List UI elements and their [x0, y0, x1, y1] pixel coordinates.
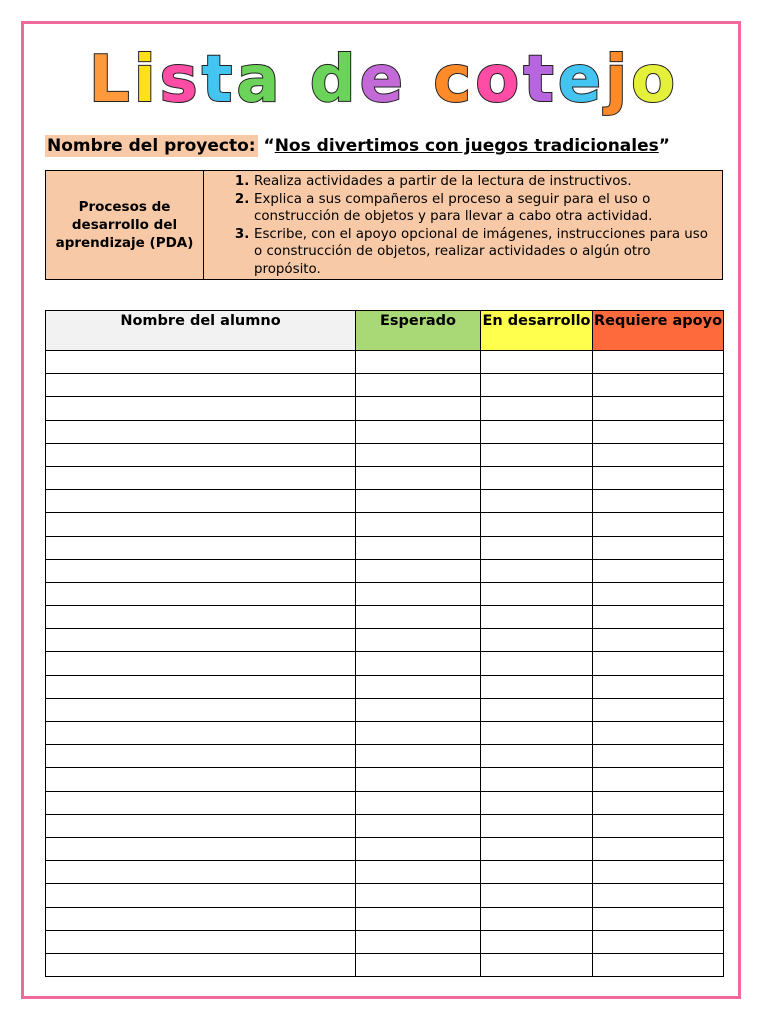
table-row — [46, 420, 724, 443]
table-cell[interactable] — [593, 420, 724, 443]
table-row — [46, 861, 724, 884]
table-cell[interactable] — [481, 884, 593, 907]
table-cell[interactable] — [46, 652, 356, 675]
table-row — [46, 351, 724, 374]
table-cell[interactable] — [593, 814, 724, 837]
table-cell[interactable] — [46, 953, 356, 976]
table-cell[interactable] — [356, 466, 481, 489]
open-quote: “ — [263, 136, 275, 156]
title-letter — [407, 43, 433, 117]
project-title: Nos divertimos con juegos tradicionales — [274, 136, 659, 156]
table-row — [46, 884, 724, 907]
table-row — [46, 606, 724, 629]
table-cell[interactable] — [593, 559, 724, 582]
title-letter: i — [133, 43, 160, 117]
title-letter: e — [359, 43, 407, 117]
table-cell[interactable] — [593, 675, 724, 698]
table-cell[interactable] — [46, 814, 356, 837]
checklist-table — [45, 310, 724, 977]
title-letter: d — [309, 43, 360, 117]
table-cell[interactable] — [46, 466, 356, 489]
table-cell[interactable] — [46, 420, 356, 443]
table-cell[interactable] — [356, 559, 481, 582]
title-letter: s — [159, 43, 202, 117]
pda-item: 1. Realiza actividades a partir de la lectura de instructivos. — [254, 173, 712, 191]
pda-item: 3. Escribe, con el apoyo opcional de imágenes, instrucciones para uso o construcción de objetos, realizar actividades o algún otro propósito. — [254, 226, 712, 279]
table-cell[interactable] — [593, 629, 724, 652]
table-cell[interactable] — [481, 351, 593, 374]
table-row — [46, 559, 724, 582]
table-cell[interactable] — [593, 490, 724, 513]
pda-heading: Procesos de desarrollo del aprendizaje (PDA) — [46, 171, 204, 279]
table-cell[interactable] — [46, 698, 356, 721]
table-cell[interactable] — [46, 768, 356, 791]
title-letter: j — [605, 43, 632, 117]
table-cell[interactable] — [356, 351, 481, 374]
table-cell[interactable] — [593, 837, 724, 860]
table-cell[interactable] — [593, 443, 724, 466]
pda-list — [232, 173, 712, 278]
header-student-name: Nombre del alumno — [46, 311, 356, 351]
table-cell[interactable] — [481, 675, 593, 698]
table-cell[interactable] — [593, 768, 724, 791]
table-cell[interactable] — [46, 513, 356, 536]
table-cell[interactable] — [46, 722, 356, 745]
table-row — [46, 722, 724, 745]
table-cell[interactable] — [481, 397, 593, 420]
table-cell[interactable] — [356, 953, 481, 976]
table-cell[interactable] — [481, 791, 593, 814]
table-cell[interactable] — [593, 907, 724, 930]
table-cell[interactable] — [593, 606, 724, 629]
table-cell[interactable] — [481, 745, 593, 768]
table-cell[interactable] — [593, 791, 724, 814]
title-letter: e — [557, 43, 606, 117]
table-cell[interactable] — [593, 397, 724, 420]
table-cell[interactable] — [46, 536, 356, 559]
table-cell[interactable] — [46, 837, 356, 860]
table-row — [46, 791, 724, 814]
table-row — [46, 745, 724, 768]
title-letter: L — [88, 43, 134, 117]
page-title — [0, 40, 768, 120]
table-cell[interactable] — [356, 745, 481, 768]
table-cell[interactable] — [593, 861, 724, 884]
table-cell[interactable] — [46, 907, 356, 930]
table-cell[interactable] — [593, 536, 724, 559]
table-cell[interactable] — [356, 814, 481, 837]
table-cell[interactable] — [46, 606, 356, 629]
table-cell[interactable] — [593, 374, 724, 397]
table-cell[interactable] — [481, 814, 593, 837]
table-cell[interactable] — [46, 884, 356, 907]
table-cell[interactable] — [593, 953, 724, 976]
table-row — [46, 837, 724, 860]
project-line — [45, 136, 670, 156]
table-cell[interactable] — [46, 791, 356, 814]
table-cell[interactable] — [46, 861, 356, 884]
table-cell[interactable] — [356, 930, 481, 953]
table-cell[interactable] — [481, 953, 593, 976]
table-cell[interactable] — [46, 443, 356, 466]
title-letter: t — [201, 43, 237, 117]
table-cell[interactable] — [46, 397, 356, 420]
table-cell[interactable] — [481, 837, 593, 860]
table-cell[interactable] — [481, 420, 593, 443]
pda-list-container — [204, 171, 722, 279]
table-cell[interactable] — [481, 652, 593, 675]
table-row — [46, 652, 724, 675]
table-cell[interactable] — [46, 374, 356, 397]
table-cell[interactable] — [46, 559, 356, 582]
table-cell[interactable] — [593, 652, 724, 675]
table-cell[interactable] — [46, 351, 356, 374]
table-cell[interactable] — [481, 513, 593, 536]
project-name — [264, 136, 670, 156]
table-cell[interactable] — [356, 582, 481, 605]
title-letter — [284, 43, 310, 117]
table-cell[interactable] — [593, 582, 724, 605]
table-header-row — [46, 311, 724, 351]
table-cell[interactable] — [356, 652, 481, 675]
table-cell[interactable] — [593, 351, 724, 374]
table-cell[interactable] — [481, 907, 593, 930]
table-cell[interactable] — [593, 722, 724, 745]
table-cell[interactable] — [481, 374, 593, 397]
table-cell[interactable] — [356, 606, 481, 629]
table-cell[interactable] — [46, 582, 356, 605]
table-cell[interactable] — [356, 791, 481, 814]
table-cell[interactable] — [481, 606, 593, 629]
table-row — [46, 814, 724, 837]
table-cell[interactable] — [356, 536, 481, 559]
table-row — [46, 629, 724, 652]
table-cell[interactable] — [356, 374, 481, 397]
table-cell[interactable] — [593, 466, 724, 489]
table-cell[interactable] — [481, 466, 593, 489]
header-expected: Esperado — [356, 311, 481, 351]
table-cell[interactable] — [356, 907, 481, 930]
table-row — [46, 397, 724, 420]
table-cell[interactable] — [481, 629, 593, 652]
close-quote: ” — [658, 136, 670, 156]
table-cell[interactable] — [46, 490, 356, 513]
table-row — [46, 443, 724, 466]
table-cell[interactable] — [46, 930, 356, 953]
title-letter: t — [523, 43, 558, 117]
table-cell[interactable] — [356, 629, 481, 652]
table-row — [46, 490, 724, 513]
table-cell[interactable] — [481, 559, 593, 582]
table-row — [46, 582, 724, 605]
title-letter: a — [236, 43, 284, 117]
table-cell[interactable] — [356, 490, 481, 513]
table-cell[interactable] — [356, 884, 481, 907]
table-row — [46, 698, 724, 721]
pda-box — [45, 170, 723, 280]
table-cell[interactable] — [481, 490, 593, 513]
title-letter: o — [631, 43, 680, 117]
header-in-progress: En desarrollo — [481, 311, 593, 351]
title-letter: o — [475, 43, 524, 117]
table-row — [46, 374, 724, 397]
table-cell[interactable] — [593, 930, 724, 953]
table-cell[interactable] — [356, 443, 481, 466]
table-cell[interactable] — [46, 745, 356, 768]
table-cell[interactable] — [356, 722, 481, 745]
table-cell[interactable] — [593, 745, 724, 768]
header-needs-support: Requiere apoyo — [593, 311, 724, 351]
table-cell[interactable] — [356, 768, 481, 791]
table-row — [46, 536, 724, 559]
table-row — [46, 768, 724, 791]
table-row — [46, 466, 724, 489]
table-cell[interactable] — [593, 513, 724, 536]
table-cell[interactable] — [356, 837, 481, 860]
table-row — [46, 953, 724, 976]
table-cell[interactable] — [481, 536, 593, 559]
table-cell[interactable] — [356, 397, 481, 420]
pda-item: 2. Explica a sus compañeros el proceso a seguir para el uso o construcción de objetos y para llevar a cabo otra actividad. — [254, 191, 712, 226]
table-cell[interactable] — [481, 768, 593, 791]
table-cell[interactable] — [481, 443, 593, 466]
table-cell[interactable] — [481, 698, 593, 721]
table-cell[interactable] — [46, 675, 356, 698]
table-cell[interactable] — [481, 861, 593, 884]
table-cell[interactable] — [46, 629, 356, 652]
table-cell[interactable] — [356, 513, 481, 536]
table-cell[interactable] — [356, 420, 481, 443]
table-cell[interactable] — [593, 884, 724, 907]
table-row — [46, 513, 724, 536]
table-cell[interactable] — [481, 930, 593, 953]
table-row — [46, 930, 724, 953]
project-label: Nombre del proyecto: — [47, 136, 256, 156]
table-row — [46, 907, 724, 930]
table-row — [46, 675, 724, 698]
title-letter: c — [433, 43, 476, 117]
table-cell[interactable] — [481, 722, 593, 745]
table-cell[interactable] — [356, 861, 481, 884]
table-cell[interactable] — [481, 582, 593, 605]
table-cell[interactable] — [356, 698, 481, 721]
table-cell[interactable] — [593, 698, 724, 721]
table-cell[interactable] — [356, 675, 481, 698]
